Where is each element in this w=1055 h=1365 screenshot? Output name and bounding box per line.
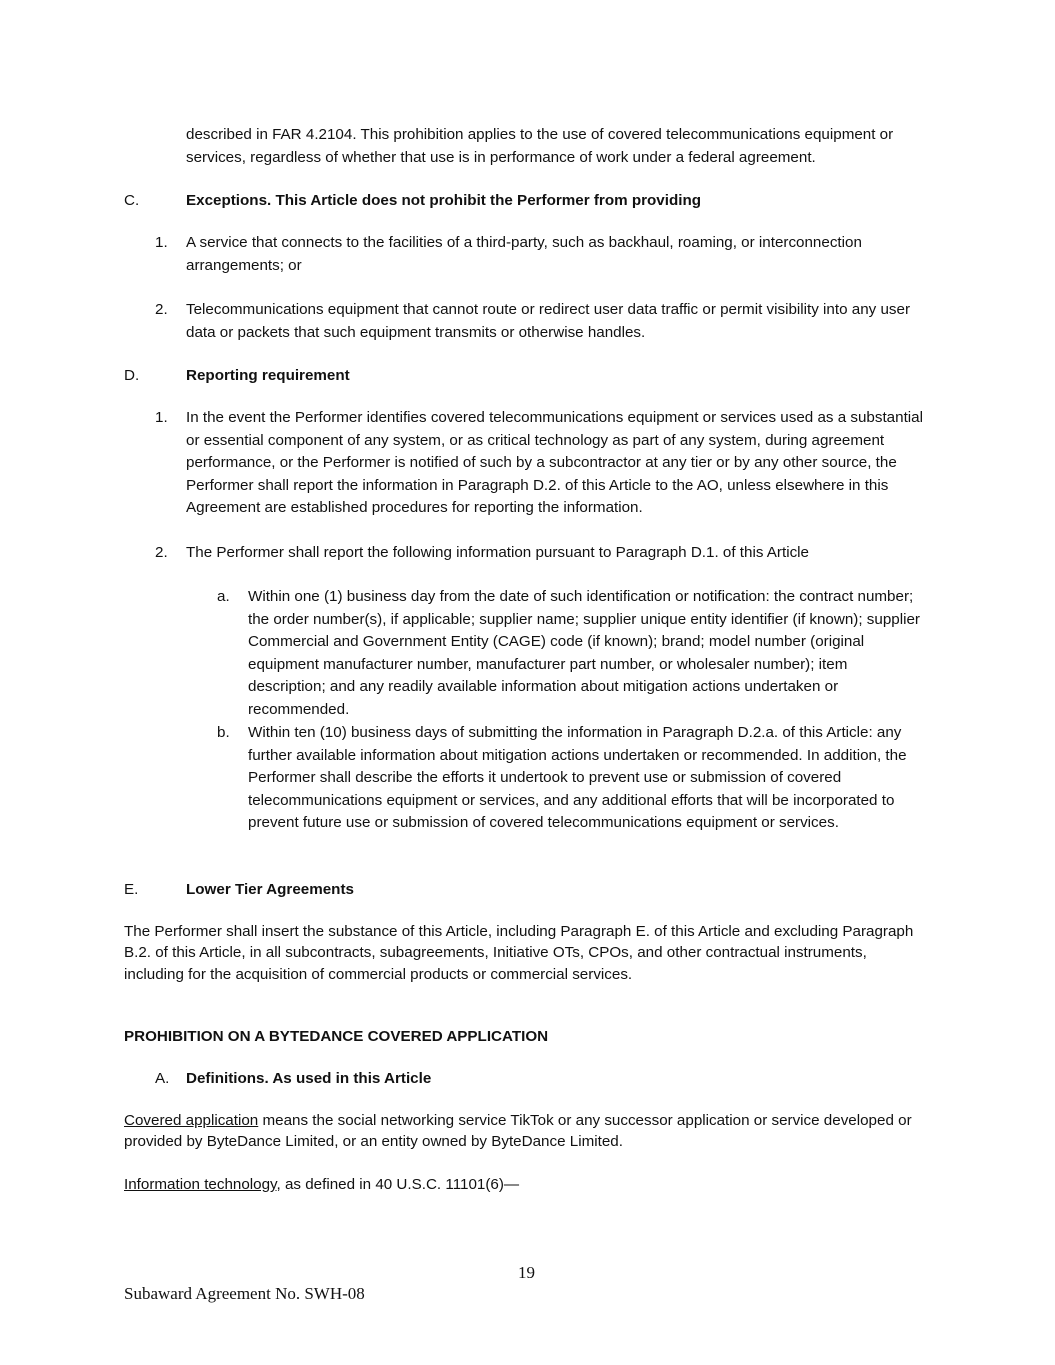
section-d-heading: Reporting requirement: [186, 367, 350, 384]
information-technology-definition-text: , as defined in 40 U.S.C. 11101(6)—: [276, 1176, 520, 1193]
section-c-item-1-number: 1.: [155, 234, 168, 251]
section-d-item-2-number: 2.: [155, 544, 168, 561]
section-d-subitem-b-text: Within ten (10) business days of submitting the information in Paragraph D.2.a. of this Article: any further available information about mitigation actions undertaken or recommended. In addition, the Performer shall describe the efforts it undertook to prevent use or submission of covered telecommunications equipment or services, and any additional efforts that will be incorporated to prevent future use or submission of covered telecommunications equipment or services.: [248, 724, 907, 832]
section-c-item-1-text: A service that connects to the facilities of a third-party, such as backhaul, roaming, or interconnection arrangements; or: [186, 234, 862, 274]
section-d-item-2-text: The Performer shall report the following information pursuant to Paragraph D.1. of this Article: [186, 544, 809, 561]
section-e-heading: Lower Tier Agreements: [186, 881, 354, 898]
bytedance-article-title: PROHIBITION ON A BYTEDANCE COVERED APPLICATION: [124, 1028, 549, 1045]
section-d-item-1-text: In the event the Performer identifies covered telecommunications equipment or services used as a substantial or essential component of any system, or as critical technology as part of any system, during agreement performance, or the Performer is notified of such by a subcontractor at any tier or by any other source, the Performer shall report the information in Paragraph D.2. of this Article to the AO, unless elsewhere in this Agreement are established procedures for reporting the information.: [186, 409, 923, 517]
covered-application-definition: [124, 1110, 934, 1153]
section-e-paragraph: The Performer shall insert the substance of this Article, including Paragraph E. of this Article and excluding Paragraph B.2. of this Article, in all subcontracts, subagreements, Initiative OTs, CPOs, and other contractual instruments, including for the acquisition of commercial products or commercial services.: [124, 923, 914, 983]
bytedance-section-a-label: A.: [155, 1070, 170, 1087]
information-technology-term: Information technology: [124, 1176, 277, 1193]
section-c-item-2-number: 2.: [155, 301, 168, 318]
section-c-label: C.: [124, 192, 140, 209]
covered-application-definition-text: means the social networking service TikTok or any successor application or service developed or provided by ByteDance Limited, or an entity owned by ByteDance Limited.: [124, 1112, 912, 1151]
section-d-item-1-number: 1.: [155, 409, 168, 426]
covered-application-term: Covered application: [124, 1112, 259, 1129]
bytedance-section-a-heading: Definitions. As used in this Article: [186, 1070, 432, 1087]
section-d-subitem-a-letter: a.: [217, 588, 230, 605]
section-d-subitem-a-text: Within one (1) business day from the date of such identification or notification: the contract number; the order number(s), if applicable; supplier name; supplier unique entity identifier (if known); supplier Commercial and Government Entity (CAGE) code (if known); brand; model number (original equipment manufacturer number, manufacturer part number, or wholesaler number); item description; and any readily available information about mitigation actions undertaken or recommended.: [248, 588, 920, 718]
agreement-number-footer: Subaward Agreement No. SWH-08: [124, 1284, 365, 1303]
intro-paragraph: described in FAR 4.2104. This prohibition applies to the use of covered telecommunications equipment or services, regardless of whether that use is in performance of work under a federal agreement.: [186, 126, 894, 166]
section-d-subitem-b-letter: b.: [217, 724, 230, 741]
section-c-heading: Exceptions. This Article does not prohibit the Performer from providing: [186, 192, 702, 209]
section-e-label: E.: [124, 881, 139, 898]
section-c-item-2-text: Telecommunications equipment that cannot route or redirect user data traffic or permit visibility into any user data or packets that such equipment transmits or otherwise handles.: [186, 301, 911, 341]
section-d-label: D.: [124, 367, 140, 384]
information-technology-definition: [124, 1174, 934, 1197]
page-number: 19: [518, 1263, 535, 1282]
